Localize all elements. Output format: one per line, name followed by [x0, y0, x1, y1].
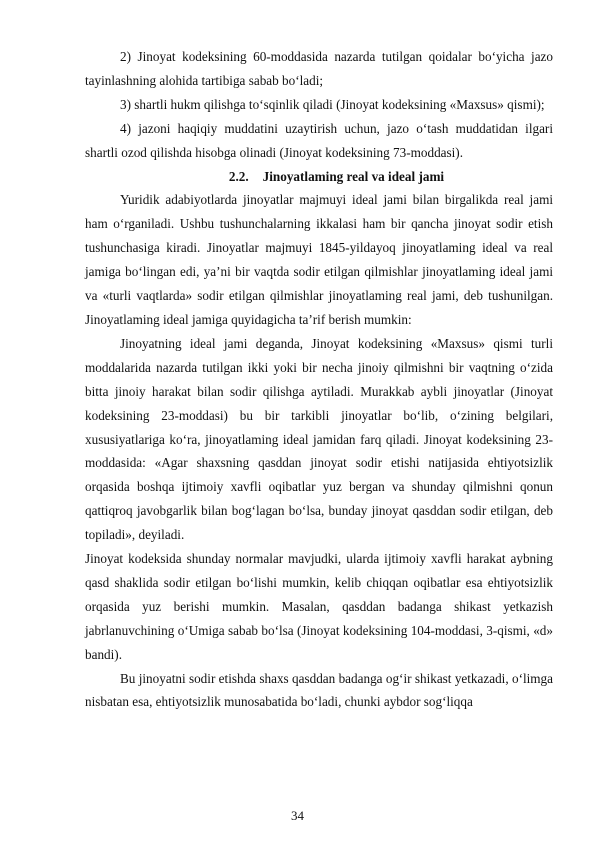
page-number: 34 [291, 808, 304, 823]
paragraph-item-4: 4) jazoni haqiqiy muddatini uzaytirish uchun, jazo o‘tash muddatidan ilgari shartli ozod qilishda hisobga olinadi (Jinoyat kodeksining 73-moddasi). [85, 120, 553, 160]
paragraph-example: Bu jinoyatni sodir etishda shaxs qasddan badanga og‘ir shikast yetkazadi, o‘limga nisbatan esa, ehtiyotsizlik munosabatida bo‘ladi, chunki aybdor sog‘liqqa [85, 670, 553, 710]
section-heading [85, 165, 553, 189]
paragraph-item-3: 3) shartli hukm qilishga to‘sqinlik qiladi (Jinoyat kodeksining «Maxsus» qismi); [120, 96, 545, 112]
paragraph-item-2: 2) Jinoyat kodeksining 60-moddasida nazarda tutilgan qoidalar bo‘yicha jazo tayinlashning alohida tartibiga sabab bo‘ladi; [85, 49, 553, 88]
section-title: Jinoyatlaming real va ideal jami [262, 168, 445, 184]
paragraph-norms: Jinoyat kodeksida shunday normalar mavjudki, ularda ijtimoiy xavfli harakat aybning qasd shaklida sodir etilgan bo‘lishi mumkin, kelib chiqqan oqibatlar esa ehtiyotsizlik orqasida yuz berishi mumkin. Masalan, qasddan badanga shikast yetkazish jabrlanuvchining o‘Umiga sabab bo‘lsa (Jinoyat kodeksining 104-moddasi, 3-qismi, «d» bandi). [85, 551, 553, 662]
paragraph-real-ideal-intro: Yuridik adabiyotlarda jinoyatlar majmuyi ideal jami bilan birgalikda real jami ham o‘rganiladi. Ushbu tushunchalarning ikkalasi ham bir qancha jinoyat sodir etish tushunchasiga kiradi. Jinoyatlar majmuyi 1845-yildayoq jinoyatlaming ideal va real jamiga bo‘lingan edi, ya’ni bir vaqtda sodir etilgan qilmishlar jinoyatlaming ideal jami va «turli vaqtlarda» sodir etilgan qilmishlar jinoyatlaming real jami, deb tushunilgan. Jinoyatlaming ideal jamiga quyidagicha ta’rif berish mumkin: [85, 192, 553, 327]
section-number: 2.2. [228, 168, 249, 184]
document-page [85, 45, 553, 714]
paragraph-ideal-definition: Jinoyatning ideal jami deganda, Jinoyat kodeksining «Maxsus» qismi turli moddalarida nazarda tutilgan ikki yoki bir necha jinoiy qilmishni bir vaqtning o‘zida bitta jinoiy harakat bilan sodir qilishga aytiladi. Murakkab aybli jinoyatlar (Jinoyat kodeksining 23-moddasi) bu bir tarkibli jinoyatlar bo‘lib, o‘zining belgilari, xususiyatlariga ko‘ra, jinoyatlaming ideal jamidan farq qiladi. Jinoyat kodeksining 23-moddasida: «Agar shaxsning qasddan jinoyat sodir etishi natijasida ehtiyotsizlik orqasida boshqa ijtimoiy xavfli oqibatlar yuz bergan va shunday qilmishni qonun qattiqroq javobgarlik bilan bog‘lagan bo‘lsa, bunday jinoyat qasddan sodir etilgan, deb topiladi», deyiladi. [85, 335, 553, 543]
